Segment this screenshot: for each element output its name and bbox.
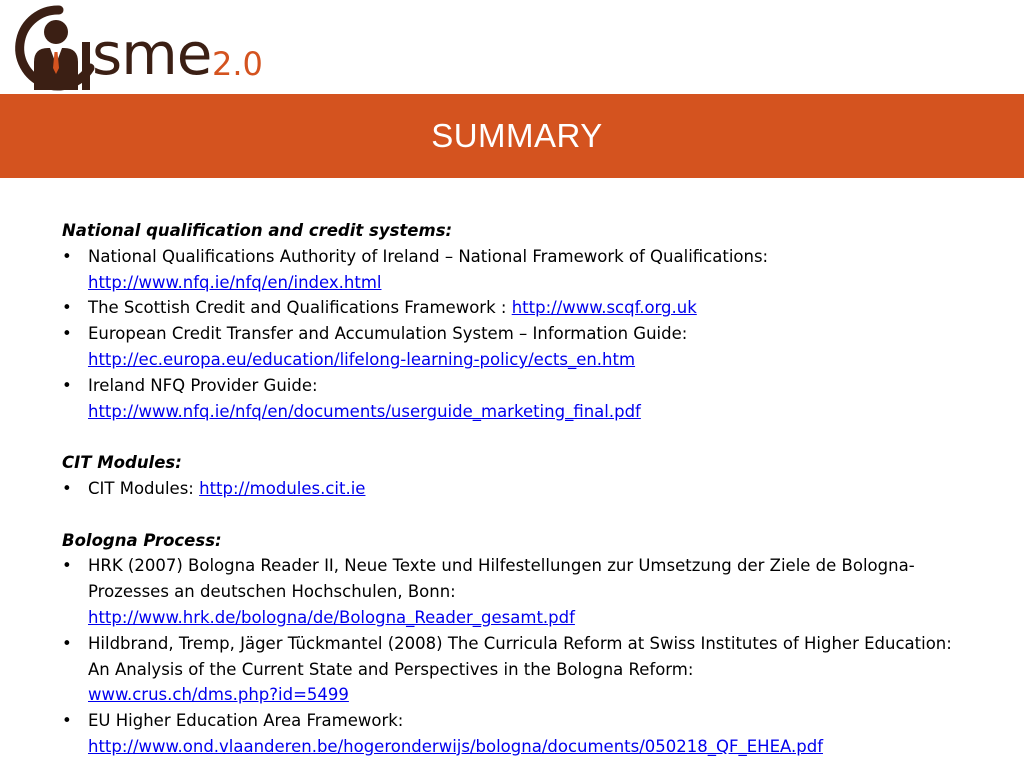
- list-item: [62, 631, 962, 708]
- link-ehea-framework[interactable]: http://www.ond.vlaanderen.be/hogeronderwijs/bologna/documents/050218_QF_EHEA.pdf: [88, 736, 823, 756]
- list-item: [62, 553, 962, 630]
- list-item: [62, 321, 962, 373]
- list-item-text: HRK (2007) Bologna Reader II, Neue Texte und Hilfestellungen zur Umsetzung der Ziele de Bologna-Prozesses an deutschen Hochschulen, Bonn:: [88, 556, 915, 602]
- list-item-text: European Credit Transfer and Accumulation System – Information Guide:: [88, 324, 688, 344]
- link-ects-guide[interactable]: http://ec.europa.eu/education/lifelong-learning-policy/ects_en.htm: [88, 349, 636, 369]
- list-item: [62, 476, 962, 502]
- list-item-text: CIT Modules:: [88, 478, 194, 498]
- bullet-list-cit: [62, 476, 962, 502]
- list-item: [62, 373, 962, 425]
- list-item: [62, 244, 962, 296]
- list-item-text: Hildbrand, Tremp, Jäger Tückmantel (2008) The Curricula Reform at Swiss Institutes of Higher Education: An Analysis of the Current State and Perspectives in the Bologna Reform:: [88, 633, 952, 679]
- list-item: [62, 295, 962, 321]
- title-banner: [0, 94, 1024, 178]
- logo-wordmark: sme: [92, 20, 212, 88]
- summary-content: [62, 218, 962, 760]
- list-item-text: EU Higher Education Area Framework:: [88, 711, 404, 731]
- link-nfq-index[interactable]: http://www.nfq.ie/nfq/en/index.html: [88, 272, 382, 292]
- list-item-text: National Qualifications Authority of Ireland – National Framework of Qualifications:: [88, 246, 769, 266]
- section-heading-cit: CIT Modules:: [62, 453, 182, 473]
- list-item-text: The Scottish Credit and Qualifications Framework :: [88, 298, 507, 318]
- logo-version: 2.0: [212, 45, 263, 83]
- bullet-list-bologna: [62, 553, 962, 759]
- section-heading-qualification: National qualification and credit systems:: [62, 221, 453, 240]
- link-scqf[interactable]: http://www.scqf.org.uk: [511, 298, 697, 318]
- page-title: SUMMARY: [431, 117, 603, 154]
- sme-logo: [12, 2, 272, 94]
- list-item: [62, 708, 962, 760]
- list-item-text: Ireland NFQ Provider Guide:: [88, 375, 318, 395]
- link-hrk-reader[interactable]: http://www.hrk.de/bologna/de/Bologna_Reader_gesamt.pdf: [88, 607, 575, 627]
- link-crus[interactable]: www.crus.ch/dms.php?id=5499: [88, 685, 349, 705]
- link-nfq-userguide[interactable]: http://www.nfq.ie/nfq/en/documents/userguide_marketing_final.pdf: [88, 401, 641, 421]
- section-heading-bologna: Bologna Process:: [62, 530, 222, 550]
- link-cit-modules[interactable]: http://modules.cit.ie: [199, 478, 366, 498]
- bullet-list-qualification: [62, 244, 962, 425]
